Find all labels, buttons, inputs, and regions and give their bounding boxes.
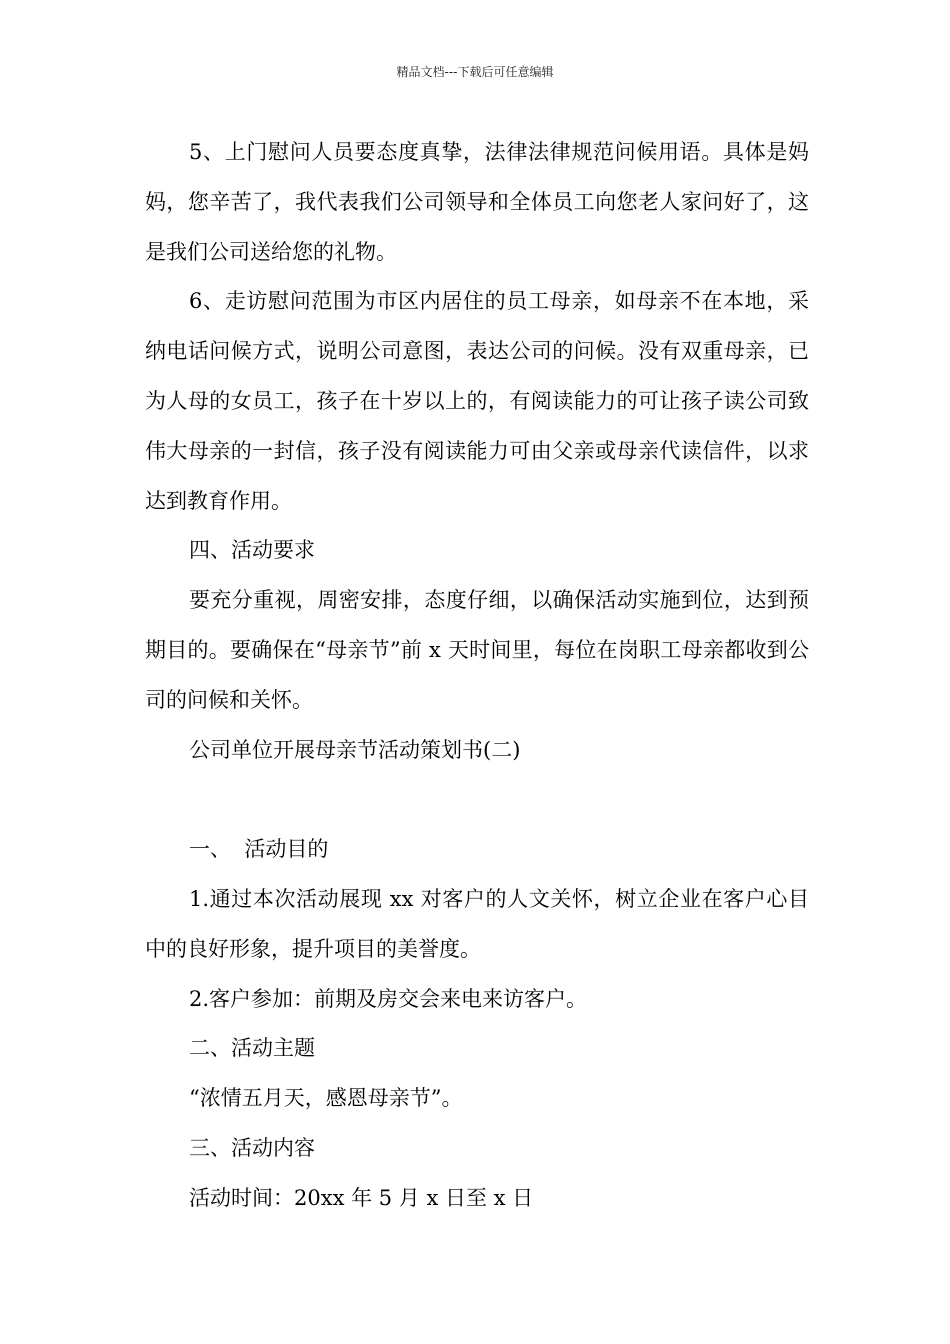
- paragraph-purpose-1: 1.通过本次活动展现 xx 对客户的人文关怀，树立企业在客户心目中的良好形象，提升项目的美誉度。: [145, 886, 809, 961]
- section-heading-theme: 二、活动主题: [189, 1036, 315, 1061]
- document-subtitle: 公司单位开展母亲节活动策划书(二): [189, 737, 521, 762]
- blank-line: [145, 775, 809, 825]
- paragraph-item-5: 5、上门慰问人员要态度真挚，法律法律规范问候用语。具体是妈妈，您辛苦了，我代表我们公司领导和全体员工向您老人家问好了，这是我们公司送给您的礼物。: [145, 140, 809, 264]
- paragraph-activity-time: 活动时间：20xx 年 5 月 x 日至 x 日: [189, 1185, 534, 1210]
- document-body: [145, 128, 809, 1224]
- paragraph-purpose-2: 2.客户参加：前期及房交会来电来访客户。: [189, 986, 588, 1011]
- paragraph-theme: “浓情五月天，感恩母亲节”。: [189, 1086, 463, 1111]
- section-heading-purpose: 一、 活动目的: [189, 837, 329, 862]
- section-heading-requirements: 四、活动要求: [189, 538, 315, 563]
- page-header: 精品文档---下载后可任意编辑: [396, 65, 554, 79]
- paragraph-requirements: 要充分重视，周密安排，态度仔细，以确保活动实施到位，达到预期目的。要确保在“母亲节”前 x 天时间里，每位在岗职工母亲都收到公司的问候和关怀。: [145, 588, 809, 712]
- paragraph-item-6: 6、走访慰问范围为市区内居住的员工母亲，如母亲不在本地，采纳电话问候方式，说明公司意图，表达公司的问候。没有双重母亲，已为人母的女员工，孩子在十岁以上的，有阅读能力的可让孩子读公司致伟大母亲的一封信，孩子没有阅读能力可由父亲或母亲代读信件，以求达到教育作用。: [145, 289, 809, 513]
- section-heading-content: 三、活动内容: [189, 1135, 315, 1160]
